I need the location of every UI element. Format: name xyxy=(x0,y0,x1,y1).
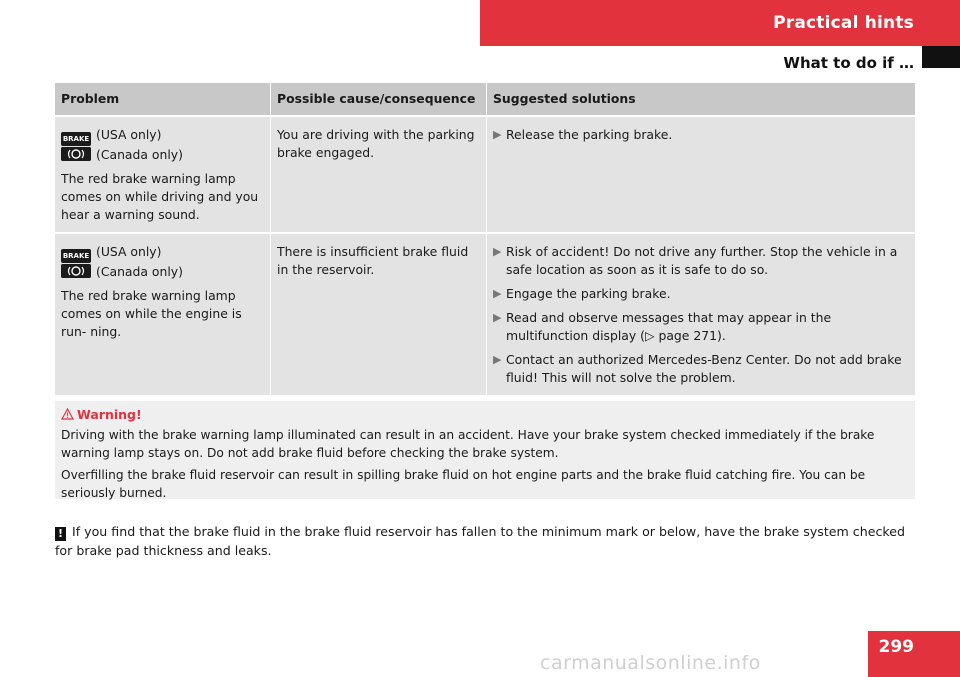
solution-item xyxy=(493,243,909,279)
subsection-title: What to do if … xyxy=(783,54,914,72)
bullet-arrow-icon: ▶ xyxy=(493,245,502,258)
solutions-cell xyxy=(487,115,915,232)
notice-text: If you find that the brake fluid in the brake fluid reservoir has fallen to the minimum mark or below, have the brake system checked for brake pad thickness and leaks. xyxy=(55,524,905,558)
cause-cell: There is insufficient brake fluid in the reservoir. xyxy=(271,232,487,395)
canada-label: (Canada only) xyxy=(96,147,183,162)
solution-item xyxy=(493,309,909,345)
solution-text: Risk of accident! Do not drive any further. Stop the vehicle in a safe location as soon as it is safe to do so. xyxy=(506,244,898,277)
usa-label: (USA only) xyxy=(96,244,162,259)
troubleshooting-table xyxy=(55,83,915,395)
column-header-problem: Problem xyxy=(55,83,271,115)
thumb-tab xyxy=(922,46,960,68)
table-row xyxy=(55,232,915,395)
brake-lamp-icon: BRAKE xyxy=(61,132,91,146)
canada-lamp-line xyxy=(61,263,264,281)
watermark-text: carmanualsonline.info xyxy=(540,652,761,674)
page-number: 299 xyxy=(868,631,960,677)
warning-title: Warning! xyxy=(77,407,142,422)
solution-item xyxy=(493,351,909,387)
exclamation-icon: ! xyxy=(55,527,66,541)
bullet-arrow-icon: ▶ xyxy=(493,311,502,324)
table-row xyxy=(55,115,915,232)
problem-text: The red brake warning lamp comes on while the engine is run- ning. xyxy=(61,288,242,339)
canada-label: (Canada only) xyxy=(96,264,183,279)
solution-text: Read and observe messages that may appear in the multifunction display (▷ page 271). xyxy=(506,310,832,343)
warning-heading xyxy=(61,406,909,424)
usa-lamp-line xyxy=(61,126,264,146)
column-header-cause: Possible cause/consequence xyxy=(271,83,487,115)
section-header: Practical hints xyxy=(480,0,960,46)
warning-triangle-icon xyxy=(61,408,74,420)
brake-lamp-icon: BRAKE xyxy=(61,249,91,263)
canada-lamp-line xyxy=(61,146,264,164)
solution-text: Release the parking brake. xyxy=(506,127,673,142)
solutions-cell xyxy=(487,232,915,395)
solution-item xyxy=(493,285,909,303)
problem-text: The red brake warning lamp comes on while driving and you hear a warning sound. xyxy=(61,171,259,222)
bullet-arrow-icon: ▶ xyxy=(493,353,502,366)
problem-cell xyxy=(55,232,271,395)
bullet-arrow-icon: ▶ xyxy=(493,128,502,141)
notice-paragraph xyxy=(55,522,915,560)
brake-circle-lamp-icon xyxy=(61,147,91,161)
brake-circle-lamp-icon xyxy=(61,264,91,278)
table-header-row xyxy=(55,83,915,115)
usa-label: (USA only) xyxy=(96,127,162,142)
solution-item xyxy=(493,126,909,144)
column-header-solutions: Suggested solutions xyxy=(487,83,915,115)
problem-cell xyxy=(55,115,271,232)
warning-paragraph: Driving with the brake warning lamp illuminated can result in an accident. Have your brake system checked immediately if the brake warning lamp stays on. Do not add brake fluid before checking the brake system. xyxy=(61,428,875,460)
bullet-arrow-icon: ▶ xyxy=(493,287,502,300)
solution-text: Contact an authorized Mercedes-Benz Center. Do not add brake fluid! This will not solve the problem. xyxy=(506,352,902,385)
warning-paragraph: Overfilling the brake fluid reservoir can result in spilling brake fluid on hot engine parts and the brake fluid catching fire. You can be seriously burned. xyxy=(61,468,866,500)
warning-box xyxy=(55,401,915,499)
cause-cell: You are driving with the parking brake engaged. xyxy=(271,115,487,232)
usa-lamp-line xyxy=(61,243,264,263)
solution-text: Engage the parking brake. xyxy=(506,286,671,301)
